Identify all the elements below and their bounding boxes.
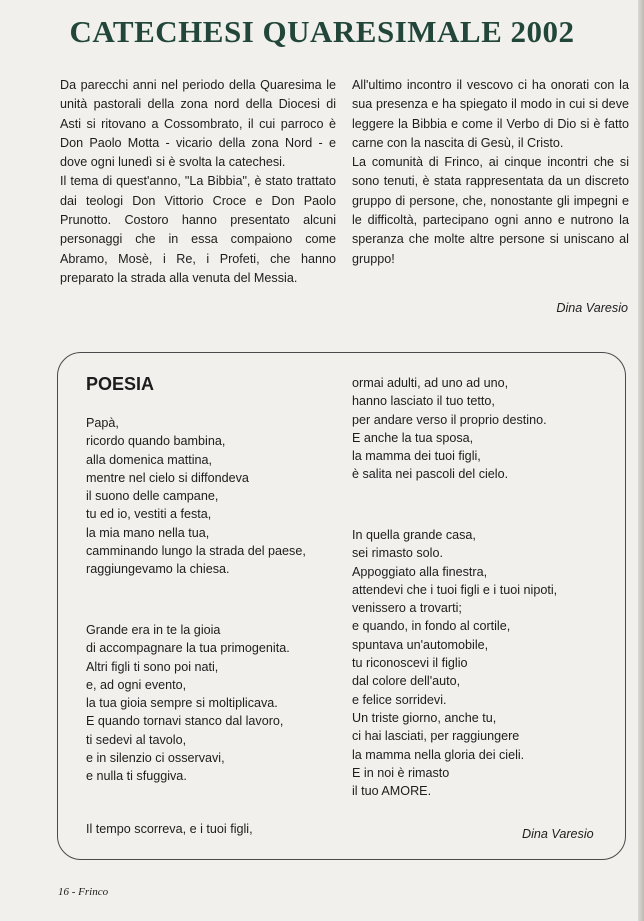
poem-line: hanno lasciato il tuo tetto,	[352, 394, 495, 409]
poem-stanza-left-1	[86, 414, 306, 579]
poem-line: di accompagnare la tua primogenita.	[86, 641, 290, 656]
poem-line: è salita nei pascoli del cielo.	[352, 467, 509, 482]
poem-line: ci hai lasciati, per raggiungere	[352, 729, 520, 744]
article-paragraph: All'ultimo incontro il vescovo ci ha onorati con la sua presenza e ha spiegato il modo in cui si deve leggere la Bibbia e come il Verbo di Dio si è fatto carne con la nascita di Gesù, il Cristo.	[352, 78, 629, 150]
poem-line: e nulla ti sfuggiva.	[86, 769, 187, 784]
poem-line: E anche la tua sposa,	[352, 430, 474, 445]
article-paragraph: Il tema di quest'anno, "La Bibbia", è stato trattato dai teologi Don Vittorio Croce e Don Paolo Prunotto. Costoro hanno presentato alcuni personaggi che in essa compaiono come Abramo, Mosè, i Re, i Profeti, che hanno preparato la strada alla venuta del Messia.	[60, 174, 336, 285]
article-paragraph: Da parecchi anni nel periodo della Quaresima le unità pastorali della zona nord della Diocesi di Asti si ritovano a Cossombrato, il cui parroco è Don Paolo Motta - vicario della zona Nord - e dove ogni lunedì si è svolta la catechesi.	[60, 78, 336, 170]
poem-line: Grande era in te la gioia	[86, 623, 221, 637]
poem-line: e felice sorridevi.	[352, 692, 447, 707]
poem-title: POESIA	[86, 374, 155, 394]
page-title: CATECHESI QUARESIMALE 2002	[69, 14, 575, 49]
poem-line: la tua gioia sempre si moltiplicava.	[86, 696, 278, 711]
poem-stanza-right-1	[352, 374, 547, 484]
poem-line: E quando tornavi stanco dal lavoro,	[86, 714, 284, 729]
poem-stanza-left-3	[86, 820, 253, 838]
poem-line: il suono delle campane,	[86, 489, 219, 504]
poem-line: E in noi è rimasto	[352, 765, 450, 780]
poem-line: venissero a trovarti;	[352, 601, 462, 616]
poem-line: la mia mano nella tua,	[86, 525, 210, 540]
poem-line: dal colore dell'auto,	[352, 674, 461, 689]
article-column-right	[352, 76, 629, 269]
article-signature: Dina Varesio	[556, 301, 628, 315]
poem-line: sei rimasto solo.	[352, 546, 443, 561]
poem-line: Altri figli ti sono poi nati,	[86, 659, 219, 674]
poem-line: In quella grande casa,	[352, 528, 476, 542]
poem-line: mentre nel cielo si diffondeva	[86, 470, 249, 485]
poem-line: tu ed io, vestiti a festa,	[86, 507, 212, 522]
poem-stanza-left-2	[86, 621, 290, 786]
poem-line: Un triste giorno, anche tu,	[352, 710, 497, 725]
poem-line: il tuo AMORE.	[352, 784, 432, 799]
page-edge-shadow	[638, 0, 644, 921]
poem-line: attendevi che i tuoi figli e i tuoi nipoti,	[352, 582, 558, 597]
poem-line: ricordo quando bambina,	[86, 434, 226, 449]
poem-line: alla domenica mattina,	[86, 452, 213, 467]
article-column-left	[60, 76, 336, 288]
poem-line: Papà,	[86, 416, 119, 430]
poem-line: tu riconoscevi il figlio	[352, 656, 468, 671]
poem-line: raggiungevamo la chiesa.	[86, 562, 230, 577]
poem-line: la mamma dei tuoi figli,	[352, 449, 481, 464]
poem-line: Appoggiato alla finestra,	[352, 564, 488, 579]
poem-line: la mamma nella gloria dei cieli.	[352, 747, 525, 762]
poem-line: ti sedevi al tavolo,	[86, 732, 187, 747]
poem-line: ormai adulti, ad uno ad uno,	[352, 376, 509, 390]
poem-line: per andare verso il proprio destino.	[352, 412, 547, 427]
poem-line: e in silenzio ci osservavi,	[86, 751, 225, 766]
poem-line: camminando lungo la strada del paese,	[86, 544, 306, 559]
poem-line: e quando, in fondo al cortile,	[352, 619, 511, 634]
article-paragraph: La comunità di Frinco, ai cinque incontri che si sono tenuti, è stata rappresentata da un discreto gruppo di persone, che, nonostante gli impegni e le difficoltà, partecipano ogni anno e nutrono la speranza che molte altre persone si uniscano al gruppo!	[352, 155, 629, 266]
poem-line: spuntava un'automobile,	[352, 637, 489, 652]
page-footer: 16 - Frinco	[58, 886, 109, 898]
poem-signature: Dina Varesio	[522, 827, 594, 841]
poem-line: e, ad ogni evento,	[86, 677, 187, 692]
poem-stanza-right-2	[352, 526, 557, 800]
poem-line: Il tempo scorreva, e i tuoi figli,	[86, 822, 253, 836]
